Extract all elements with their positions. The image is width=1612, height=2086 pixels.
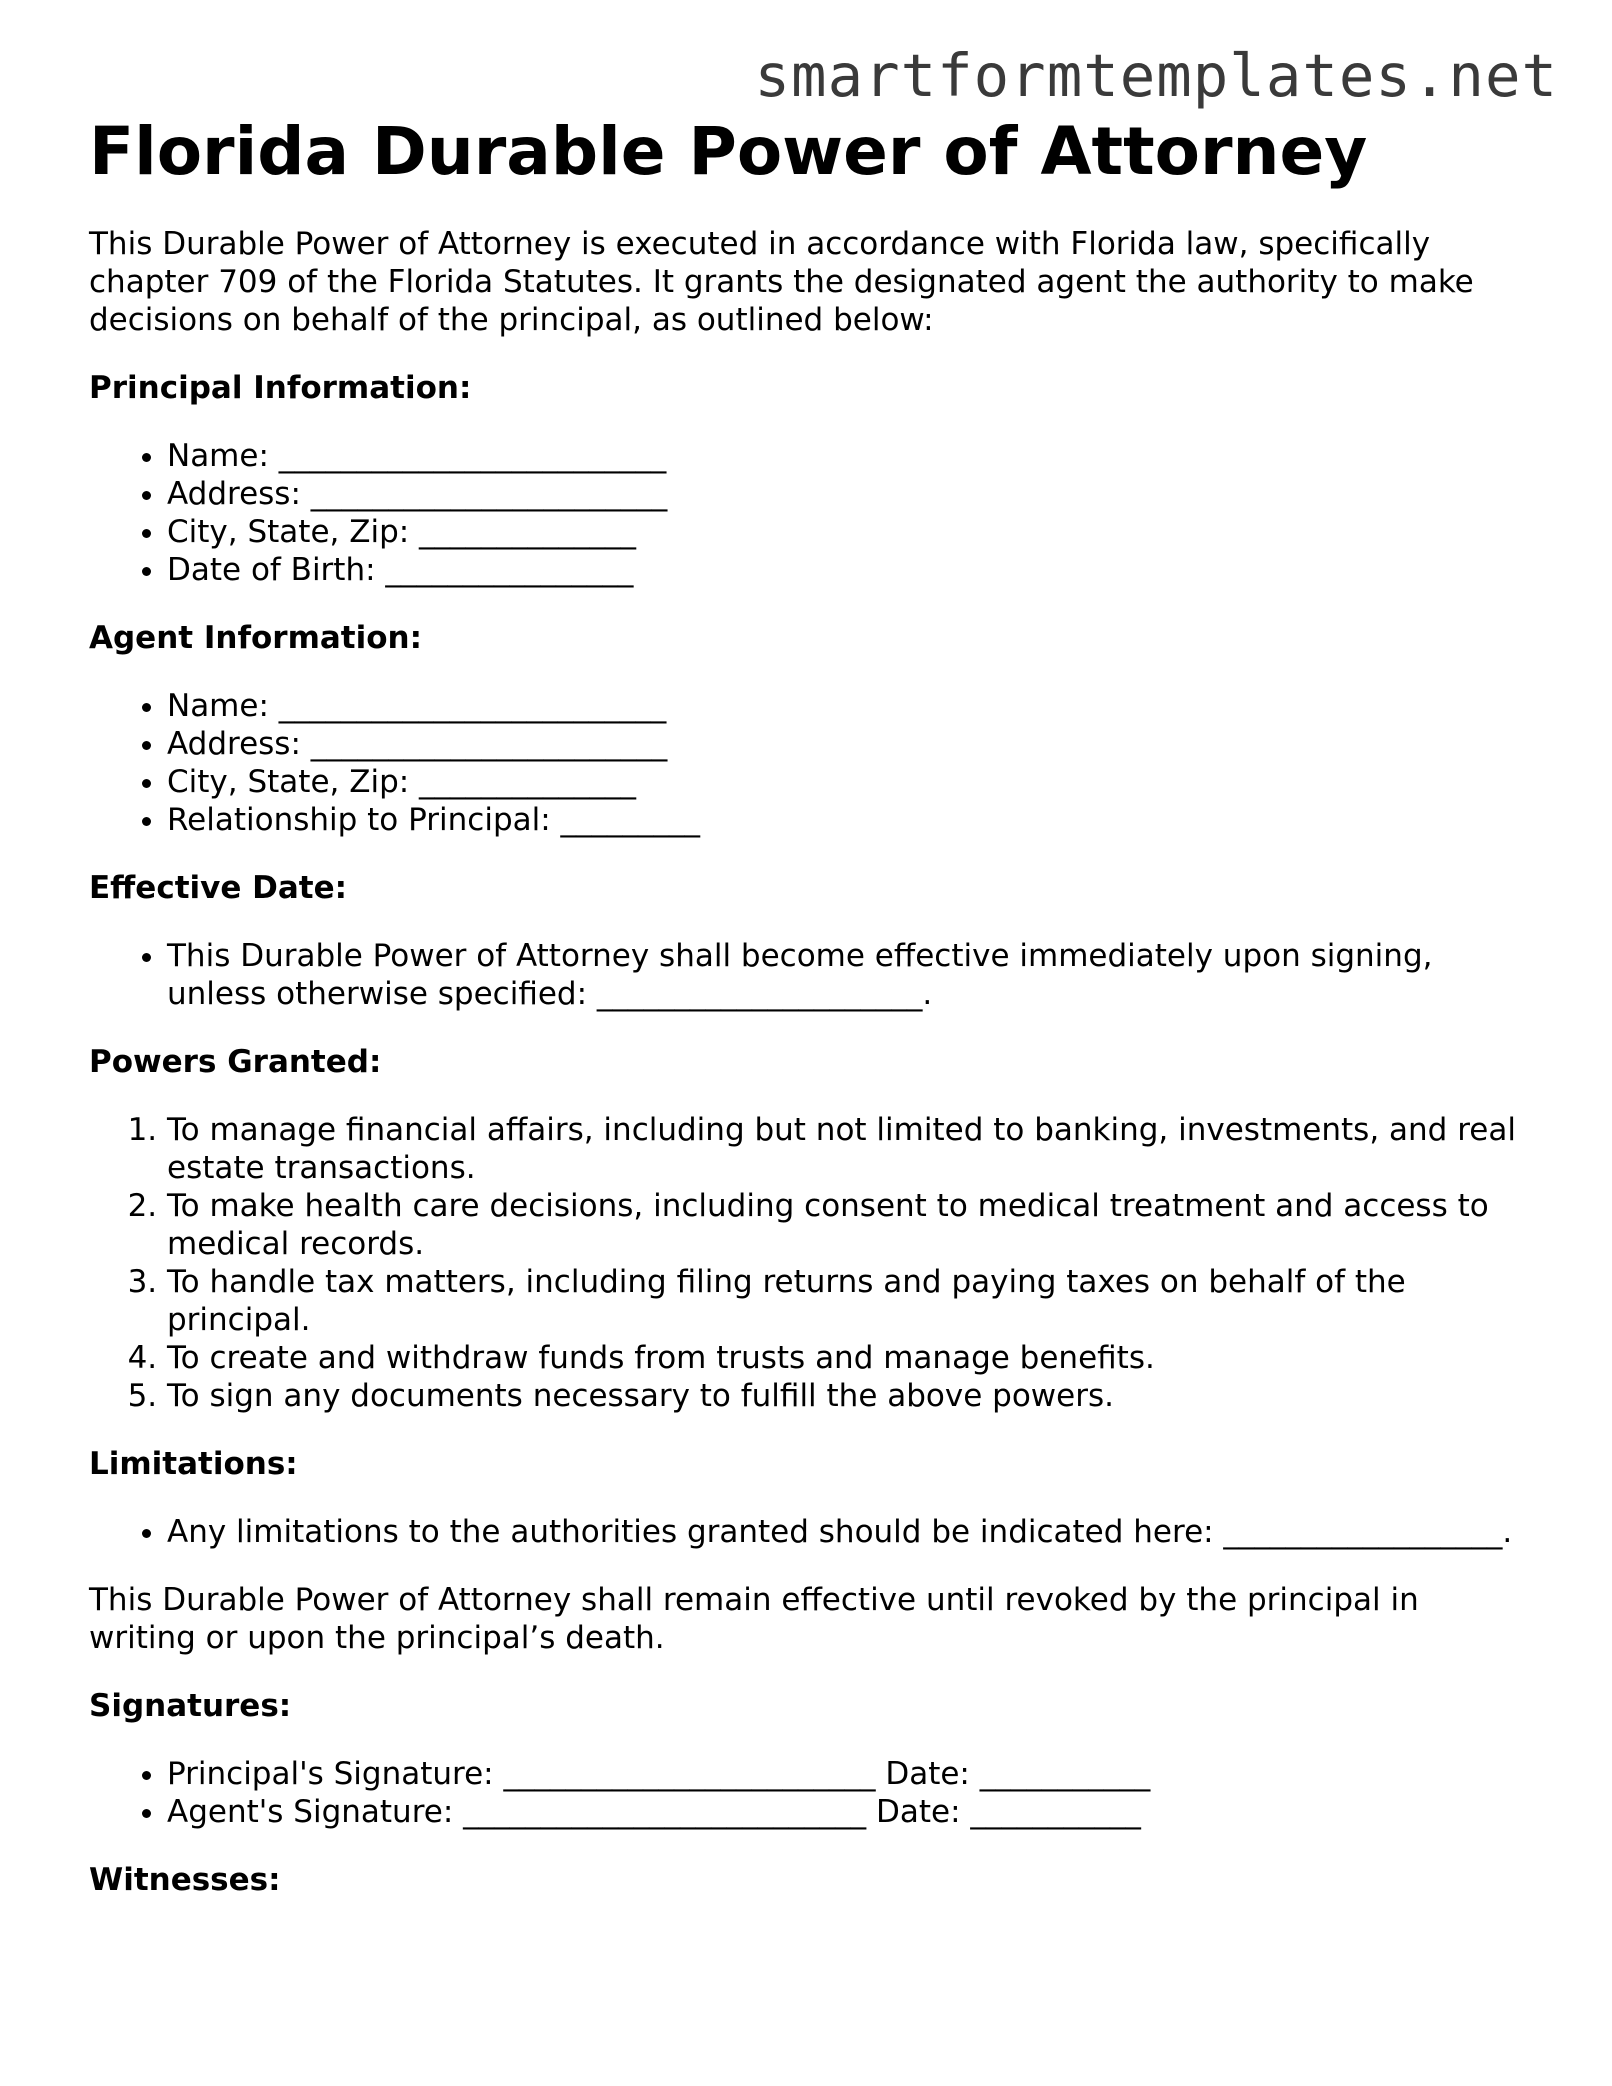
agent-relationship-field: • Relationship to Principal: _________	[167, 801, 1529, 839]
principal-list	[89, 437, 1529, 589]
power-item: 4. To create and withdraw funds from trusts and manage benefits.	[167, 1339, 1529, 1377]
watermark: smartformtemplates.net	[754, 41, 1558, 110]
principal-heading: Principal Information:	[89, 370, 472, 407]
power-item: 1. To manage financial affairs, including but not limited to banking, investments, and real estate transactions.	[167, 1111, 1529, 1187]
principal-dob-field: • Date of Birth: ________________	[167, 551, 1529, 589]
power-item: 3. To handle tax matters, including filing returns and paying taxes on behalf of the principal.	[167, 1263, 1529, 1339]
agent-city-field: • City, State, Zip: ______________	[167, 763, 1529, 801]
principal-signature-field: • Principal's Signature: ________________________ Date: ___________	[167, 1755, 1529, 1793]
power-item: 2. To make health care decisions, including consent to medical treatment and access to medical records.	[167, 1187, 1529, 1263]
power-item: 5. To sign any documents necessary to fulfill the above powers.	[167, 1377, 1529, 1415]
agent-address-field: • Address: _______________________	[167, 725, 1529, 763]
powers-heading: Powers Granted:	[89, 1044, 382, 1081]
powers-list	[89, 1111, 1529, 1415]
principal-city-field: • City, State, Zip: ______________	[167, 513, 1529, 551]
principal-name-field: • Name: _________________________	[167, 437, 1529, 475]
signatures-list	[89, 1755, 1529, 1831]
closing-paragraph: This Durable Power of Attorney shall remain effective until revoked by the principal in writing or upon the principal’s death.	[89, 1582, 1419, 1657]
effective-date-list	[89, 937, 1529, 1013]
effective-date-heading: Effective Date:	[89, 870, 348, 907]
agent-list	[89, 687, 1529, 839]
intro-paragraph: This Durable Power of Attorney is executed in accordance with Florida law, specifically chapter 709 of the Florida Statutes. It grants the designated agent the authority to make decisions on behalf of the principal, as outlined below:	[89, 226, 1474, 339]
signatures-heading: Signatures:	[89, 1688, 292, 1725]
agent-name-field: • Name: _________________________	[167, 687, 1529, 725]
agent-heading: Agent Information:	[89, 620, 422, 657]
page-title: Florida Durable Power of Attorney	[89, 113, 1368, 190]
agent-signature-field: • Agent's Signature: __________________________ Date: ___________	[167, 1793, 1529, 1831]
limitations-heading: Limitations:	[89, 1446, 298, 1483]
effective-date-item: • This Durable Power of Attorney shall become effective immediately upon signing, unless otherwise specified: _____________________.	[167, 937, 1529, 1013]
principal-address-field: • Address: _______________________	[167, 475, 1529, 513]
witnesses-heading: Witnesses:	[89, 1862, 281, 1899]
document	[89, 112, 1529, 1899]
limitations-list	[89, 1513, 1529, 1551]
limitations-item: • Any limitations to the authorities granted should be indicated here: __________________.	[167, 1513, 1529, 1551]
